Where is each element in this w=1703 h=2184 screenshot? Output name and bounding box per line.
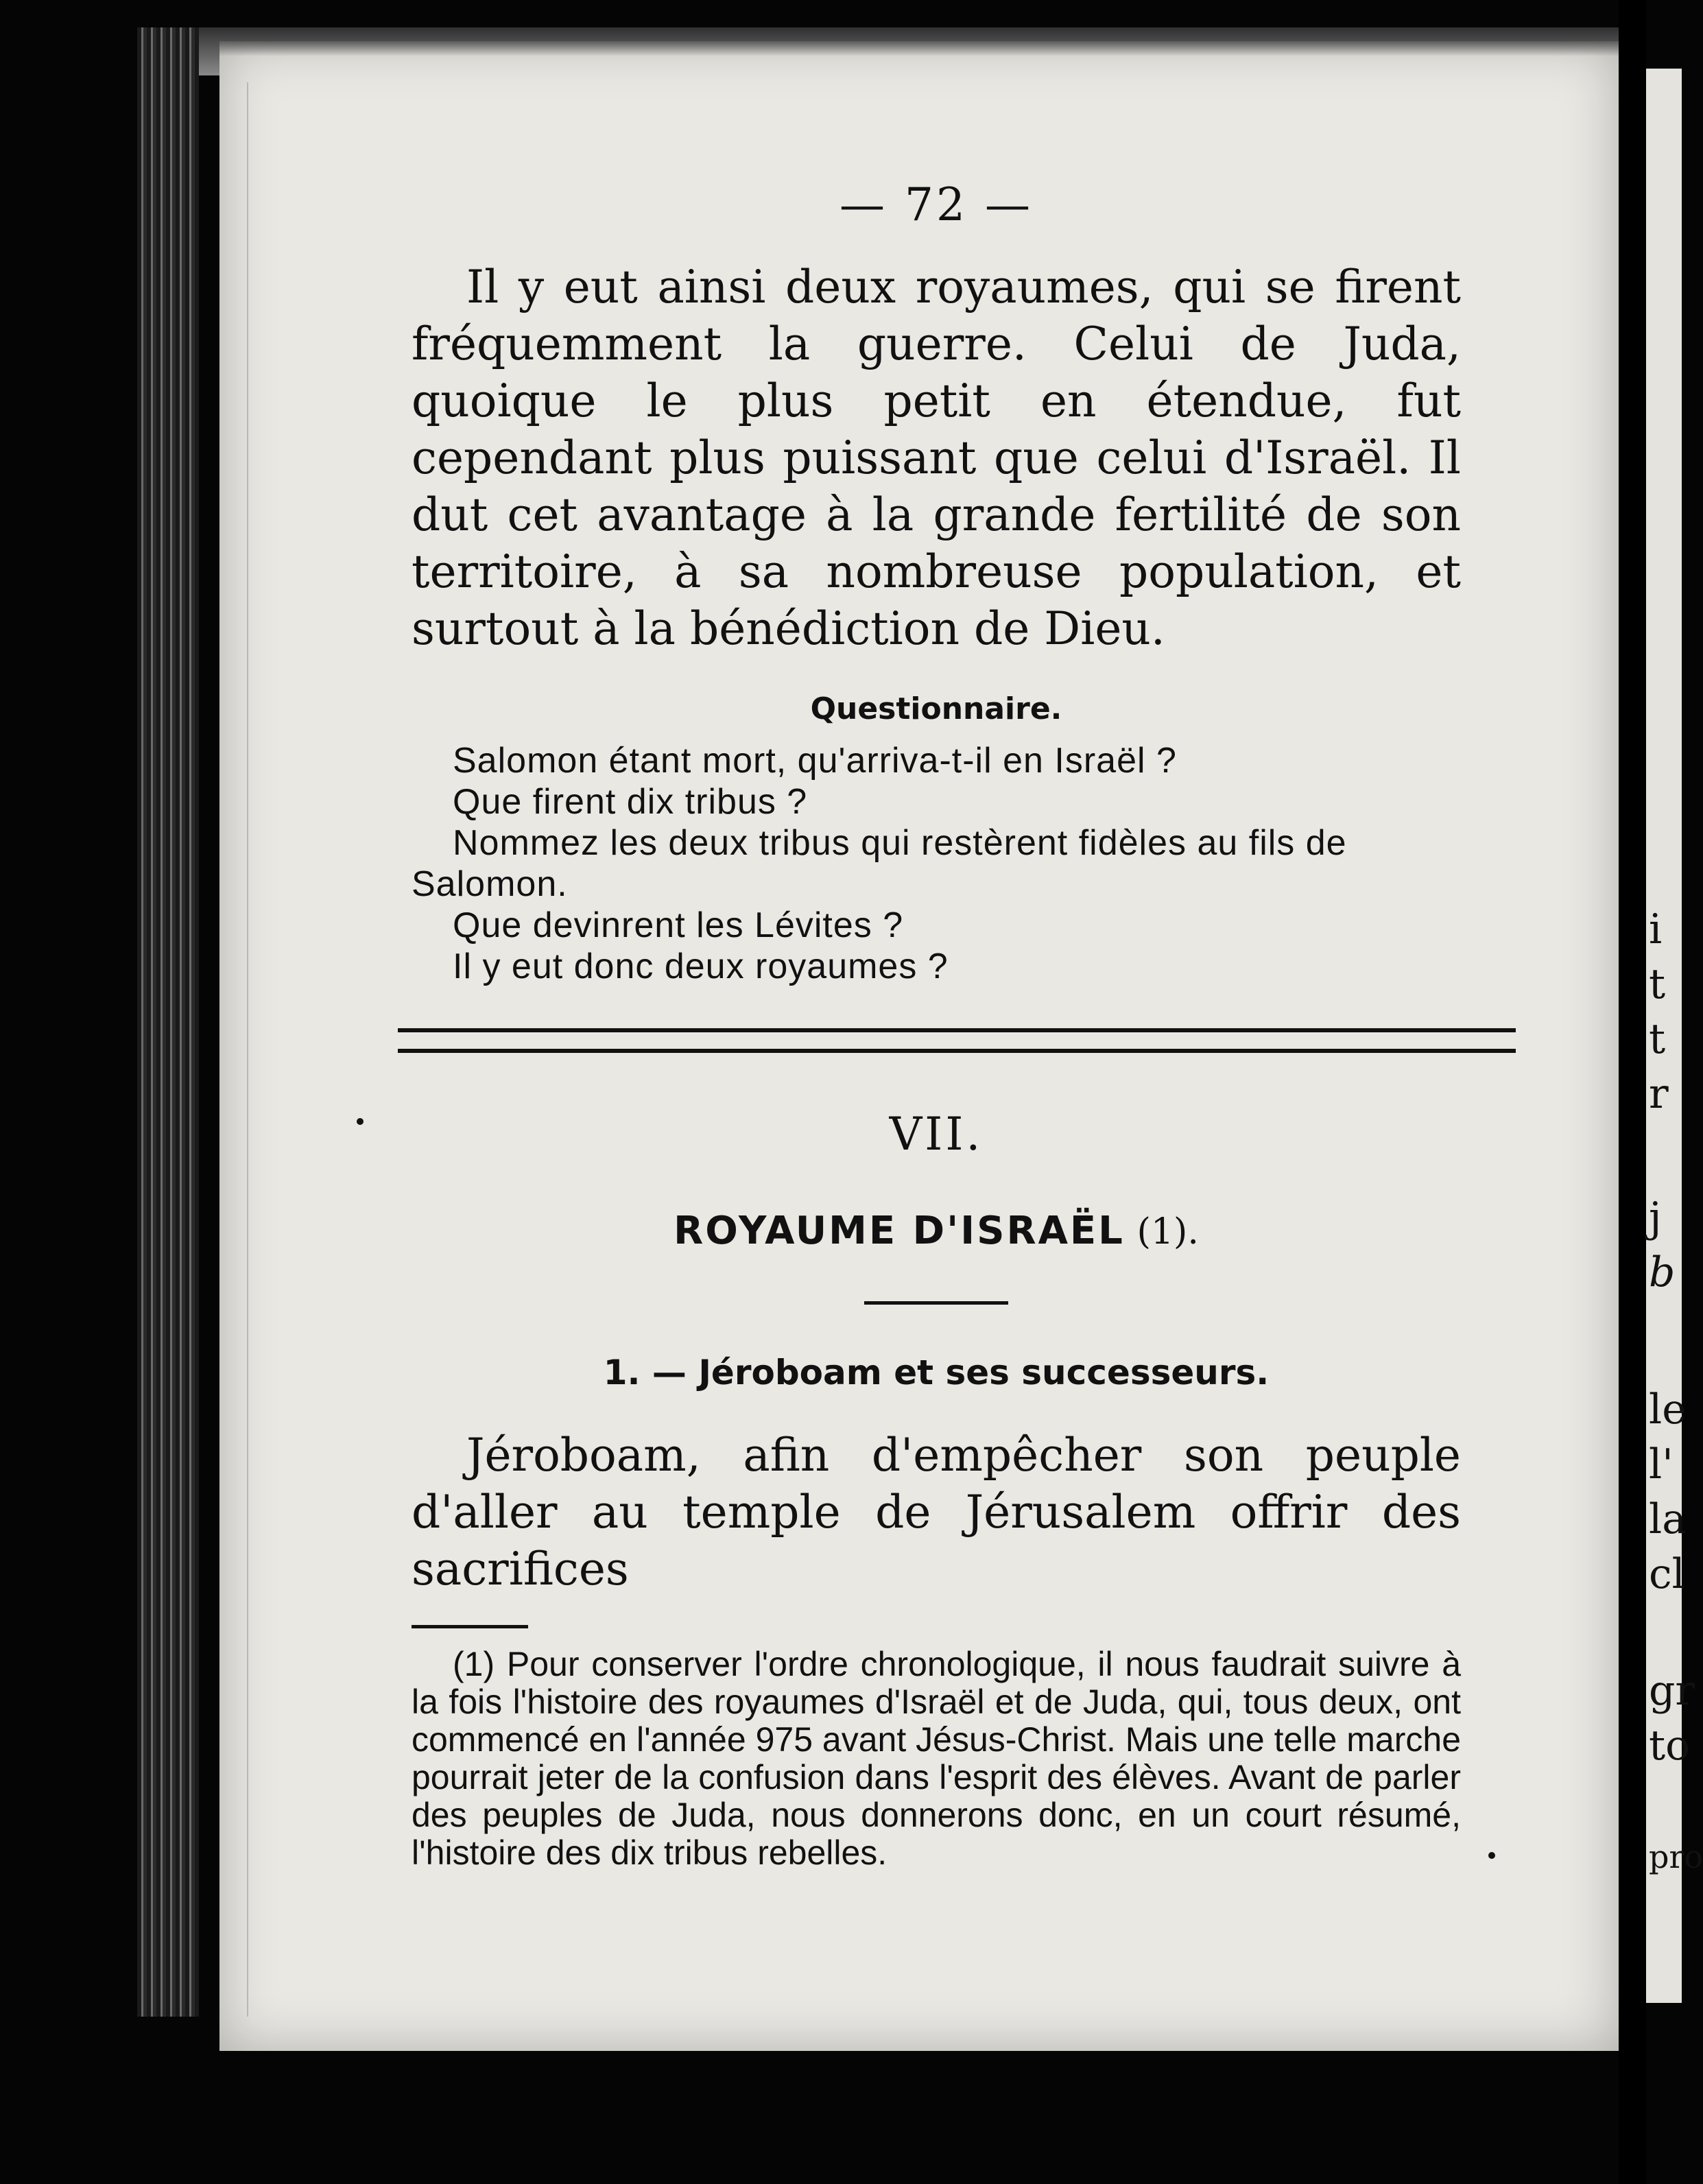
short-rule-divider <box>864 1301 1008 1305</box>
adjacent-fragment: le <box>1649 1386 1687 1434</box>
adjacent-fragment: la <box>1649 1495 1687 1543</box>
footnote-reference: (1). <box>1136 1211 1199 1253</box>
page-number: — 72 — <box>839 178 1033 231</box>
print-speck <box>357 1118 364 1125</box>
adjacent-fragment: r <box>1649 1070 1669 1118</box>
body-paragraph-2: Jéroboam, afin d'empêcher son peuple d'aller au temple de Jérusalem offrir des sacrifices <box>412 1429 1461 1595</box>
footnote-rule <box>412 1625 528 1628</box>
adjacent-fragment: t <box>1649 960 1666 1008</box>
question-item: Salomon étant mort, qu'arriva-t-il en Israël ? <box>453 741 1177 781</box>
adjacent-fragment: j <box>1649 1194 1662 1242</box>
question-item: Nommez les deux tribus qui restèrent fidèles au fils de Salomon. <box>412 823 1347 904</box>
adjacent-fragment: i <box>1649 905 1663 953</box>
question-item: Il y eut donc deux royaumes ? <box>453 947 949 986</box>
page-content <box>412 178 1461 1906</box>
section-title: 1. — Jéroboam et ses successeurs. <box>603 1353 1270 1392</box>
question-item: Que devinrent les Lévites ? <box>453 905 904 945</box>
adjacent-fragment: to <box>1649 1722 1691 1770</box>
adjacent-fragment: pro <box>1649 1838 1703 1875</box>
print-speck <box>1488 1852 1495 1859</box>
chapter-number: VII. <box>889 1108 984 1161</box>
adjacent-fragment: b <box>1649 1248 1676 1296</box>
adjacent-fragment: l' <box>1649 1440 1674 1488</box>
adjacent-fragment: t <box>1649 1015 1666 1063</box>
book-gutter <box>1619 0 1646 2184</box>
adjacent-fragment: cl <box>1649 1550 1685 1598</box>
double-rule-divider <box>398 1028 1516 1053</box>
footnote: (1) Pour conserver l'ordre chronologique, il nous faudrait suivre à la fois l'histoire des royaumes d'Israël et de Juda, qui, tous deux, ont commencé en l'année 975 avant Jésus-Christ. Mais une telle marche pourrait jeter de la confusion dans l'esprit des élèves. Avant de parler des peuples de Juda, nous donnerons donc, en un court résumé, l'histoire des dix tribus rebelles. <box>412 1645 1461 1872</box>
questionnaire-title: Questionnaire. <box>810 691 1062 726</box>
adjacent-page <box>1646 69 1703 2003</box>
body-paragraph: Il y eut ainsi deux royaumes, qui se firent fréquemment la guerre. Celui de Juda, quoique le plus petit en étendue, fut cependant plus puissant que celui d'Israël. Il dut cet avantage à la grande fertilité de son territoire, à sa nombreuse population, et surtout à la bénédiction de Dieu. <box>412 261 1461 655</box>
book-page-edges <box>137 27 199 2017</box>
adjacent-fragment: gr <box>1649 1667 1695 1715</box>
questionnaire-list <box>412 740 1461 987</box>
chapter-title <box>412 1209 1461 1253</box>
question-item: Que firent dix tribus ? <box>453 782 808 822</box>
chapter-title-text: ROYAUME D'ISRAËL <box>674 1209 1125 1253</box>
